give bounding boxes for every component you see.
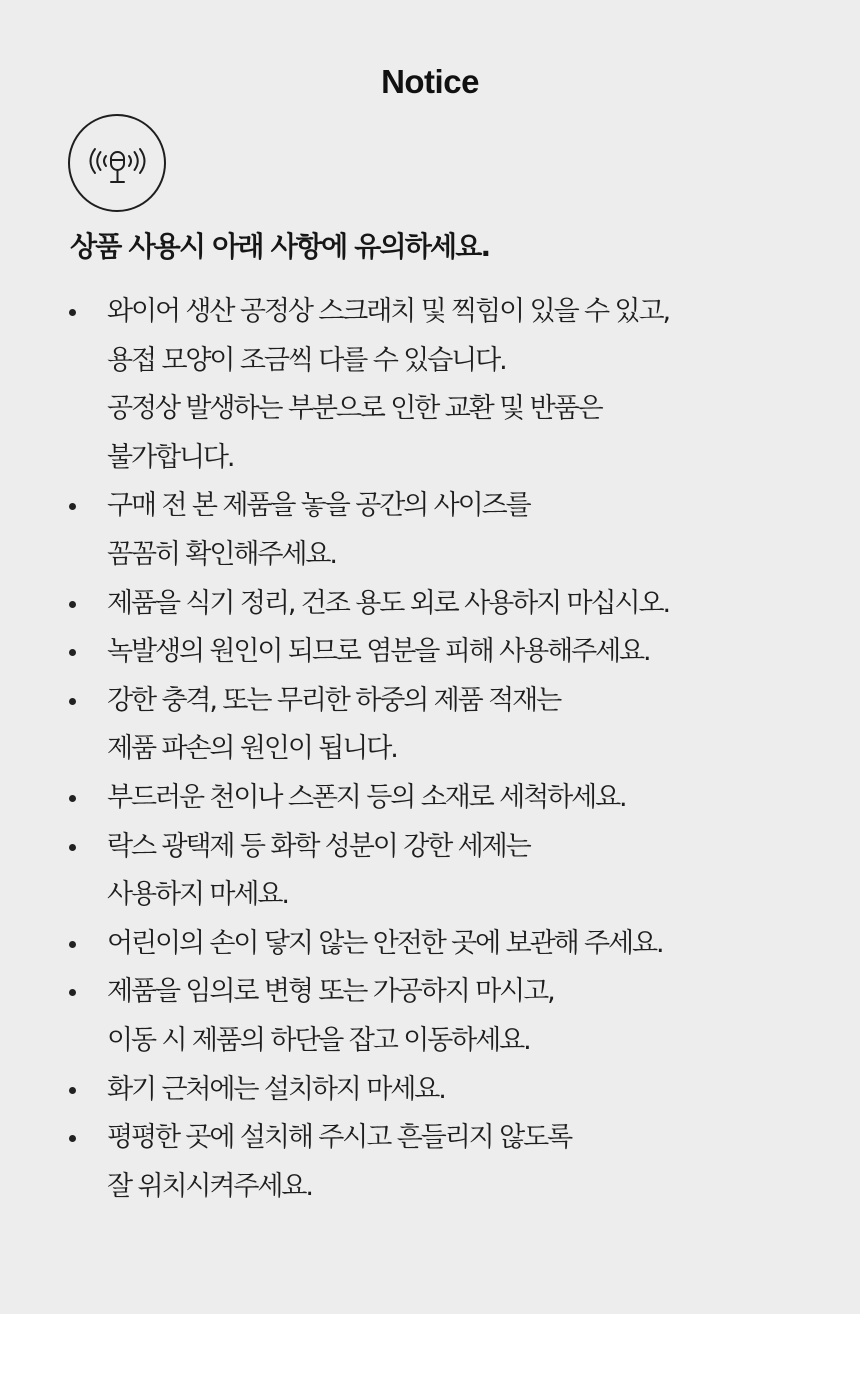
list-item-line: 녹발생의 원인이 되므로 염분을 피해 사용해주세요. <box>107 636 650 668</box>
bullet-dot-icon <box>69 601 76 608</box>
list-item-line: 평평한 곳에 설치해 주시고 흔들리지 않도록 <box>107 1122 572 1154</box>
list-item <box>0 288 860 482</box>
list-item-line: 강한 충격, 또는 무리한 하중의 제품 적재는 <box>107 684 561 716</box>
list-item-line: 제품 파손의 원인이 됩니다. <box>107 733 397 765</box>
list-item-line: 공정상 발생하는 부분으로 인한 교환 및 반품은 <box>107 393 602 425</box>
list-item-line: 제품을 식기 정리, 건조 용도 외로 사용하지 마십시오. <box>107 587 669 619</box>
bullet-dot-icon <box>69 795 76 802</box>
list-item-line: 락스 광택제 등 화학 성분이 강한 세제는 <box>107 830 530 862</box>
bullet-dot-icon <box>69 503 76 510</box>
notice-list <box>0 288 860 1211</box>
list-item <box>0 580 860 629</box>
bullet-dot-icon <box>69 989 76 996</box>
bullet-dot-icon <box>69 844 76 851</box>
list-item <box>0 482 860 579</box>
list-item <box>0 920 860 969</box>
list-item-line: 꼼꼼히 확인해주세요. <box>107 538 336 570</box>
list-item-line: 불가합니다. <box>107 441 234 473</box>
list-item-line: 와이어 생산 공정상 스크래치 및 찍힘이 있을 수 있고, <box>107 296 669 327</box>
bullet-dot-icon <box>69 698 76 705</box>
bullet-dot-icon <box>69 309 76 316</box>
list-item-line: 사용하지 마세요. <box>107 879 288 911</box>
microphone-broadcast-icon <box>68 114 166 212</box>
list-item <box>0 968 860 1065</box>
list-item-line: 이동 시 제품의 하단을 잡고 이동하세요. <box>107 1024 530 1056</box>
list-item <box>0 1066 860 1115</box>
list-item <box>0 628 860 677</box>
list-item-line: 부드러운 천이나 스폰지 등의 소재로 세척하세요. <box>107 781 626 813</box>
list-item-line: 화기 근처에는 설치하지 마세요. <box>107 1073 445 1105</box>
bullet-dot-icon <box>69 1135 76 1142</box>
list-item <box>0 774 860 823</box>
list-item-line: 어린이의 손이 닿지 않는 안전한 곳에 보관해 주세요. <box>107 927 663 959</box>
list-item-line: 구매 전 본 제품을 놓을 공간의 사이즈를 <box>107 490 530 522</box>
list-item <box>0 677 860 774</box>
bullet-dot-icon <box>69 941 76 948</box>
list-item <box>0 823 860 920</box>
notice-title: Notice <box>381 63 479 100</box>
bullet-dot-icon <box>69 649 76 656</box>
bullet-dot-icon <box>69 1087 76 1094</box>
list-item <box>0 1114 860 1211</box>
list-item-line: 제품을 임의로 변형 또는 가공하지 마시고, <box>107 976 554 1008</box>
notice-heading: 상품 사용시 아래 사항에 유의하세요. <box>70 230 490 263</box>
list-item-line: 용접 모양이 조금씩 다를 수 있습니다. <box>107 344 506 376</box>
list-item-line: 잘 위치시켜주세요. <box>107 1170 312 1202</box>
